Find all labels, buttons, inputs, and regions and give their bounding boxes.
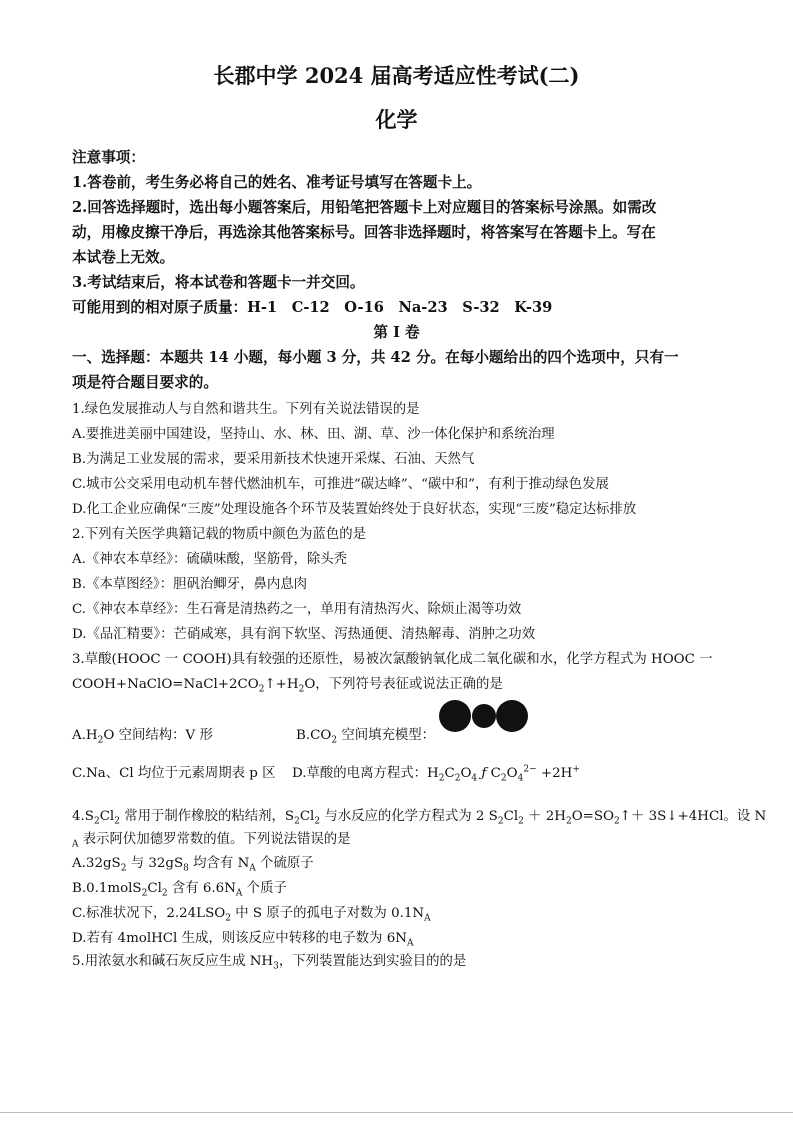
notice-item-2-line-2: 动，用橡皮擦干净后，再选涂其他答案标号。回答非选择题时，将答案写在答题卡上。写在	[72, 224, 656, 241]
q4-option-d: D.若有 4molHCl 生成，则该反应中转移的电子数为 $6N_A$	[72, 931, 414, 949]
q2-option-c: C.《神农本草经》：生石膏是清热药之一，单用有清热泻火、除烦止渴等功效	[72, 602, 522, 617]
co2-space-filling-model	[438, 698, 530, 734]
q3-option-a: $A.H_2O$ 空间结构：V 形	[72, 728, 213, 746]
notice-heading: 注意事项：	[72, 149, 145, 166]
subject-title: 化学	[375, 107, 418, 132]
exam-title: 长郡中学 2024 届高考适应性考试(二)	[213, 63, 580, 88]
page-bottom-rule	[0, 1112, 793, 1113]
q3-option-d: D.草酸的电离方程式：$H_2C_2O_4$ ƒ $C_2O_4^{2-} +2H^+$	[292, 764, 580, 784]
notice-item-1: 1.答卷前，考生务必将自己的姓名、准考证号填写在答题卡上。	[72, 174, 482, 191]
q4-stem-line-1: $4.S_2Cl_2$ 常用于制作橡胶的粘结剂，$S_2Cl_2$ 与水反应的化学方程式为 2 $S_2Cl_2$ ＋ $2H_2O=SO_2↑+$ 3S↓+4HCl。设 N	[72, 809, 767, 827]
q2-stem: 2.下列有关医学典籍记载的物质中颜色为蓝色的是	[72, 527, 366, 542]
atomic-mass-line: 可能用到的相对原子质量：H-1 C-12 O-16 Na-23 S-32 K-39	[72, 299, 553, 316]
q1-option-a: A.要推进美丽中国建设，坚持山、水、林、田、湖、草、沙一体化保护和系统治理	[72, 427, 555, 442]
volume-heading: 第 I 卷	[373, 324, 420, 341]
section-1-line-1: 一、选择题：本题共 14 小题，每小题 3 分，共 42 分。在每小题给出的四个选项中，只有一	[72, 349, 679, 366]
q1-option-b: B.为满足工业发展的需求，要采用新技术快速开采煤、石油、天然气	[72, 452, 475, 467]
q2-option-b: B.《本草图经》：胆矾治鲫牙，鼻内息肉	[72, 577, 308, 592]
q1-stem: 1.绿色发展推动人与自然和谐共生。下列有关说法错误的是	[72, 402, 420, 417]
q3-option-b: $B.CO_2$ 空间填充模型：	[296, 728, 436, 746]
q3-option-c: C.Na、Cl 均位于元素周期表 p 区	[72, 766, 276, 781]
q3-stem-line-1: 3.草酸(HOOC 一 COOH)具有较强的还原性，易被次氯酸钠氧化成二氧化碳和水，化学方程式为 HOOC 一	[72, 652, 713, 667]
notice-item-3: 3.考试结束后，将本试卷和答题卡一并交回。	[72, 274, 365, 291]
q3-stem-line-2: $COOH+NaClO=NaCl+2CO_2↑+H_2O$，下列符号表征或说法正确的是	[72, 677, 503, 695]
q2-option-a: A.《神农本草经》：硫磺味酸，坚筋骨，除头秃	[72, 552, 348, 567]
q4-option-b: $B.0.1molS_2Cl_2$ 含有 $6.6N_A$ 个质子	[72, 881, 287, 899]
q5-stem: 5.用浓氨水和碱石灰反应生成 $NH_3$，下列装置能达到实验目的的是	[72, 954, 467, 972]
q4-stem-line-2: $_A$ 表示阿伏加德罗常数的值。下列说法错误的是	[72, 832, 351, 850]
q2-option-d: D.《品汇精要》：芒硝咸寒，具有润下软坚、泻热通便、清热解毒、消肿之功效	[72, 627, 536, 642]
q1-option-c: C.城市公交采用电动机车替代燃油机车，可推进“碳达峰”、“碳中和”，有利于推动绿色发展	[72, 477, 609, 492]
section-1-line-2: 项是符合题目要求的。	[72, 374, 218, 391]
notice-item-2-line-3: 本试卷上无效。	[72, 249, 175, 266]
q4-option-c: C.标准状况下，$2.24LSO_2$ 中 S 原子的孤电子对数为 $0.1N_A$	[72, 906, 431, 924]
q4-option-a: $A.32gS_2$ 与 $32gS_8$ 均含有 $N_A$ 个硫原子	[72, 856, 314, 874]
notice-item-2-line-1: 2.回答选择题时，选出每小题答案后，用铅笔把答题卡上对应题目的答案标号涂黑。如需改	[72, 199, 657, 216]
q1-option-d: D.化工企业应确保“三废”处理设施各个环节及装置始终处于良好状态，实现“三废”稳定达标排放	[72, 502, 637, 517]
